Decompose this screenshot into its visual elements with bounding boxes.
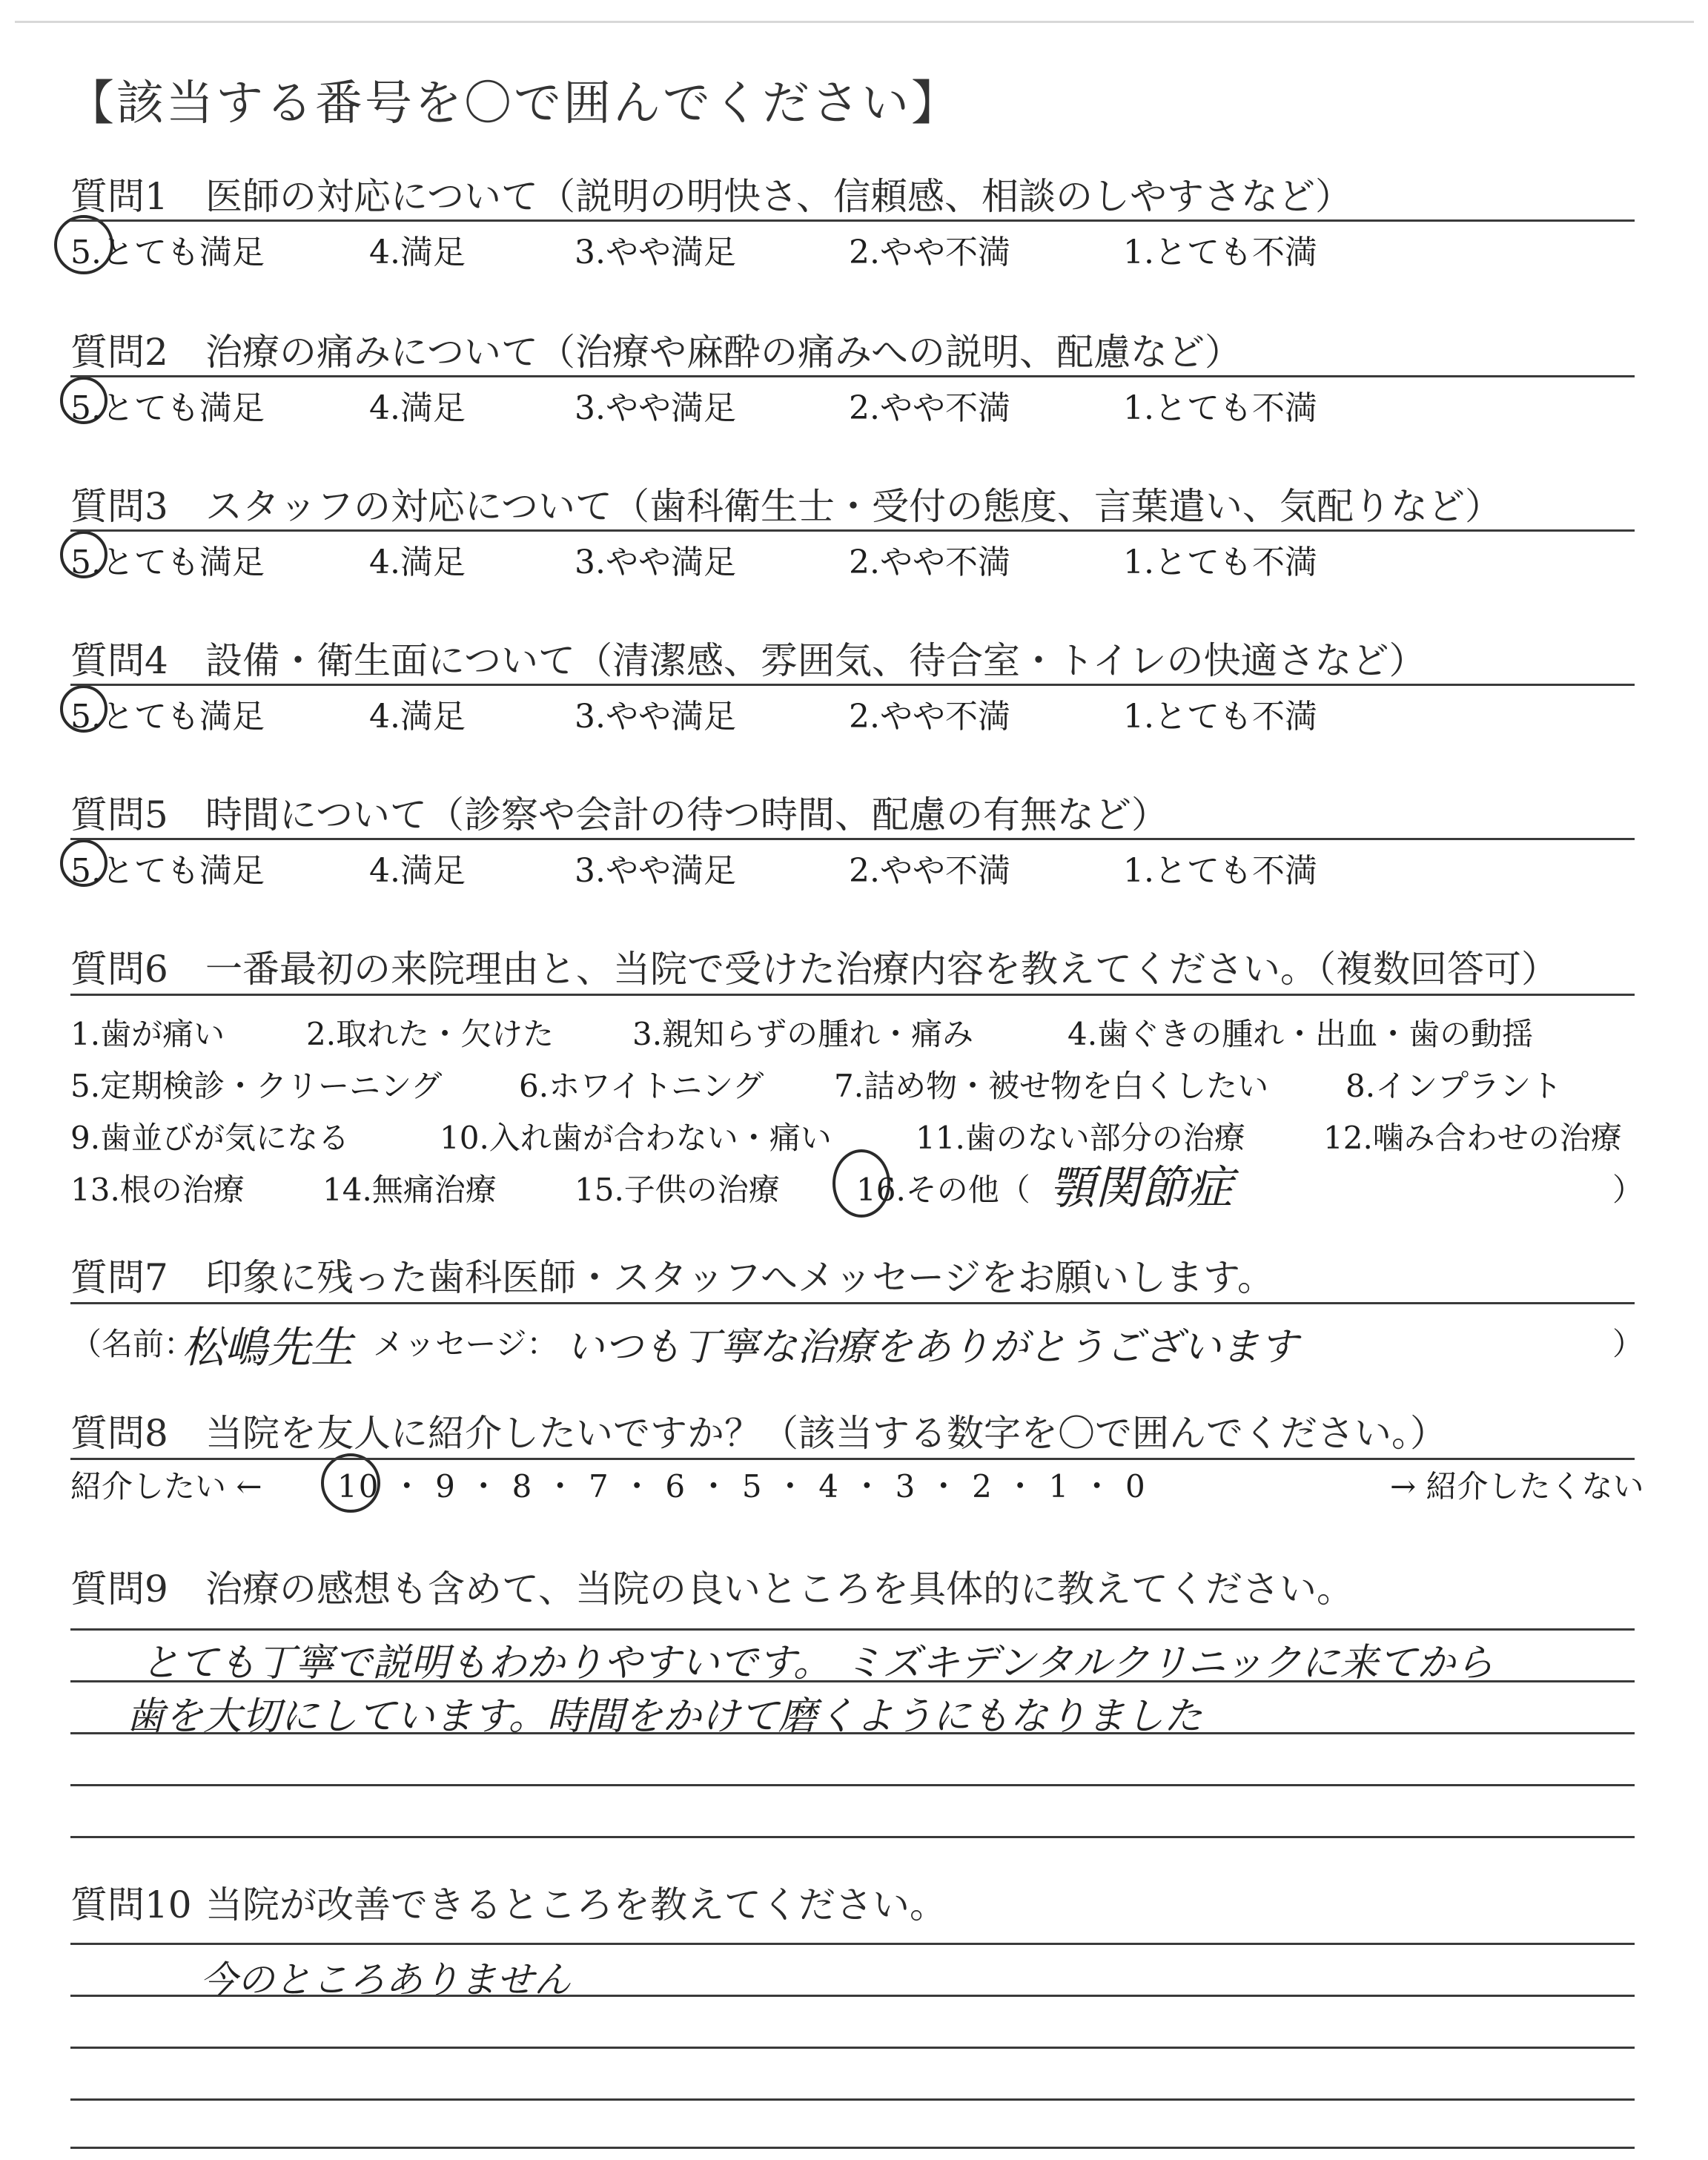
answer-line — [70, 2047, 1635, 2049]
reason-item-other[interactable]: 16.その他（ — [856, 1172, 1030, 1208]
option-1[interactable]: 1.とても不満 — [1123, 389, 1317, 427]
question-rule — [70, 994, 1635, 996]
option-4[interactable]: 4.満足 — [369, 698, 466, 736]
reason-item[interactable]: 14.無痛治療 — [322, 1172, 497, 1208]
question-4 — [70, 636, 1635, 737]
reason-item[interactable]: 2.取れた・欠けた — [306, 1016, 555, 1052]
reason-grid — [70, 1003, 1644, 1218]
rating-options — [70, 839, 1635, 891]
reason-item[interactable]: 3.親知らずの腫れ・痛み — [632, 1016, 974, 1052]
option-2[interactable]: 2.やや不満 — [849, 389, 1010, 427]
question-2 — [70, 328, 1635, 429]
option-3[interactable]: 3.やや満足 — [575, 544, 736, 581]
option-2[interactable]: 2.やや不満 — [849, 852, 1010, 890]
question-5 — [70, 790, 1635, 891]
question-text: 治療の感想も含めて、当院の良いところを具体的に教えてください。 — [205, 1568, 1354, 1611]
option-5[interactable]: 5.とても満足 — [70, 234, 265, 271]
reason-item[interactable]: 13.根の治療 — [70, 1172, 245, 1208]
answer-line — [70, 1836, 1635, 1838]
question-3 — [70, 482, 1635, 583]
option-4[interactable]: 4.満足 — [369, 234, 466, 271]
question-text: 印象に残った歯科医師・スタッフへメッセージをお願いします。 — [205, 1256, 1274, 1299]
answer-line — [70, 1784, 1635, 1786]
option-1[interactable]: 1.とても不満 — [1123, 852, 1317, 890]
page-title: 【該当する番号を〇で囲んでください】 — [67, 76, 961, 131]
answer-line — [70, 1943, 1635, 1945]
question-header — [70, 790, 1635, 839]
question-number: 質問8 — [70, 1412, 168, 1455]
option-3[interactable]: 3.やや満足 — [575, 234, 736, 271]
rating-options — [70, 685, 1635, 737]
option-2[interactable]: 2.やや不満 — [849, 698, 1010, 736]
question-text: スタッフの対応について（歯科衛生士・受付の態度、言葉遣い、気配りなど） — [205, 485, 1502, 528]
question-1 — [70, 172, 1635, 273]
reason-item[interactable]: 5.定期検診・クリーニング — [70, 1068, 443, 1104]
question-number: 質問10 — [70, 1883, 192, 1926]
answer-line — [70, 1628, 1635, 1631]
q9-handwritten-line-1[interactable]: とても丁寧で説明もわかりやすいです。 ミズキデンタルクリニックに来てから — [141, 1641, 1494, 1685]
reason-item[interactable]: 12.噛み合わせの治療 — [1323, 1120, 1622, 1156]
question-header — [70, 1253, 1635, 1302]
message-handwritten[interactable]: いつも丁寧な治療をありがとうございます — [566, 1325, 1299, 1370]
scale-left-label: 紹介したい ← — [70, 1468, 262, 1505]
question-header — [70, 328, 1635, 377]
option-3[interactable]: 3.やや満足 — [575, 389, 736, 427]
option-5[interactable]: 5.とても満足 — [70, 698, 265, 736]
reason-item[interactable]: 8.インプラント — [1345, 1068, 1563, 1104]
name-handwritten[interactable]: 松嶋先生 — [182, 1322, 354, 1373]
answer-line — [70, 2098, 1635, 2101]
question-number: 質問2 — [70, 331, 168, 374]
question-rule — [70, 529, 1635, 532]
message-label: メッセージ： — [373, 1326, 558, 1362]
name-label: （名前： — [70, 1326, 196, 1362]
reason-item[interactable]: 7.詰め物・被せ物を白くしたい — [834, 1068, 1269, 1104]
question-text: 設備・衛生面について（清潔感、雰囲気、待合室・トイレの快適さなど） — [205, 639, 1426, 682]
question-rule — [70, 219, 1635, 222]
option-2[interactable]: 2.やや不満 — [849, 234, 1010, 271]
option-4[interactable]: 4.満足 — [369, 389, 466, 427]
question-header — [70, 1409, 1635, 1458]
option-3[interactable]: 3.やや満足 — [575, 852, 736, 890]
rating-options — [70, 531, 1635, 583]
q10-handwritten-answer[interactable]: 今のところありません — [200, 1958, 571, 2001]
question-10 — [70, 1880, 1635, 1929]
reason-item[interactable]: 1.歯が痛い — [70, 1016, 225, 1052]
rating-options — [70, 221, 1635, 273]
reason-item[interactable]: 15.子供の治療 — [575, 1172, 780, 1208]
question-number: 質問6 — [70, 948, 168, 991]
question-text: 治療の痛みについて（治療や麻酔の痛みへの説明、配慮など） — [205, 331, 1242, 374]
option-5[interactable]: 5.とても満足 — [70, 852, 265, 890]
answer-line — [70, 2147, 1635, 2149]
question-text: 当院を友人に紹介したいですか？（該当する数字を〇で囲んでください。） — [205, 1412, 1447, 1455]
option-5[interactable]: 5.とても満足 — [70, 544, 265, 581]
question-header — [70, 1565, 1635, 1614]
question-number: 質問4 — [70, 639, 168, 682]
reason-item[interactable]: 6.ホワイトニング — [519, 1068, 764, 1104]
question-number: 質問7 — [70, 1256, 168, 1299]
close-paren: ） — [1612, 1326, 1644, 1362]
option-5[interactable]: 5.とても満足 — [70, 389, 265, 427]
reason-item[interactable]: 9.歯並びが気になる — [70, 1120, 350, 1156]
question-rule — [70, 1458, 1635, 1460]
option-1[interactable]: 1.とても不満 — [1123, 234, 1317, 271]
reason-item[interactable]: 11.歯のない部分の治療 — [916, 1120, 1245, 1156]
rating-options — [70, 377, 1635, 429]
scale-right-label: → 紹介したくない — [1390, 1468, 1644, 1505]
question-header — [70, 482, 1635, 531]
referral-scale — [70, 1458, 1644, 1510]
question-7 — [70, 1253, 1635, 1302]
question-header — [70, 1880, 1635, 1929]
question-rule — [70, 838, 1635, 840]
question-rule — [70, 375, 1635, 377]
question-9 — [70, 1565, 1635, 1614]
question-rule — [70, 1302, 1635, 1304]
option-4[interactable]: 4.満足 — [369, 544, 466, 581]
question-header — [70, 172, 1635, 221]
question-header — [70, 945, 1635, 994]
reason-item[interactable]: 4.歯ぐきの腫れ・出血・歯の動揺 — [1068, 1016, 1534, 1052]
top-border — [15, 21, 1694, 23]
close-paren: ） — [1612, 1172, 1644, 1208]
option-4[interactable]: 4.満足 — [369, 852, 466, 890]
question-text: 医師の対応について（説明の明快さ、信頼感、相談のしやすさなど） — [205, 175, 1352, 218]
question-number: 質問5 — [70, 793, 168, 836]
message-row — [70, 1312, 1644, 1373]
question-text: 時間について（診察や会計の待つ時間、配慮の有無など） — [205, 793, 1168, 836]
reason-item[interactable]: 10.入れ歯が合わない・痛い — [440, 1120, 832, 1156]
scale-numbers[interactable]: 10 ・ 9 ・ 8 ・ 7 ・ 6 ・ 5 ・ 4 ・ 3 ・ 2 ・ 1 ・ 0 — [337, 1468, 1147, 1505]
option-1[interactable]: 1.とても不満 — [1123, 544, 1317, 581]
q9-handwritten-line-2[interactable]: 歯を大切にしています。時間をかけて磨くようにもなりました — [126, 1694, 1202, 1739]
question-number: 質問1 — [70, 175, 168, 218]
option-1[interactable]: 1.とても不満 — [1123, 698, 1317, 736]
question-rule — [70, 684, 1635, 686]
question-6 — [70, 945, 1635, 994]
question-number: 質問3 — [70, 485, 168, 528]
question-text: 当院が改善できるところを教えてください。 — [205, 1883, 947, 1926]
question-number: 質問9 — [70, 1568, 168, 1611]
option-3[interactable]: 3.やや満足 — [575, 698, 736, 736]
other-handwritten-answer[interactable]: 顎関節症 — [1049, 1160, 1234, 1215]
question-header — [70, 636, 1635, 685]
question-text: 一番最初の来院理由と、当院で受けた治療内容を教えてください。（複数回答可） — [205, 948, 1558, 991]
option-2[interactable]: 2.やや不満 — [849, 544, 1010, 581]
